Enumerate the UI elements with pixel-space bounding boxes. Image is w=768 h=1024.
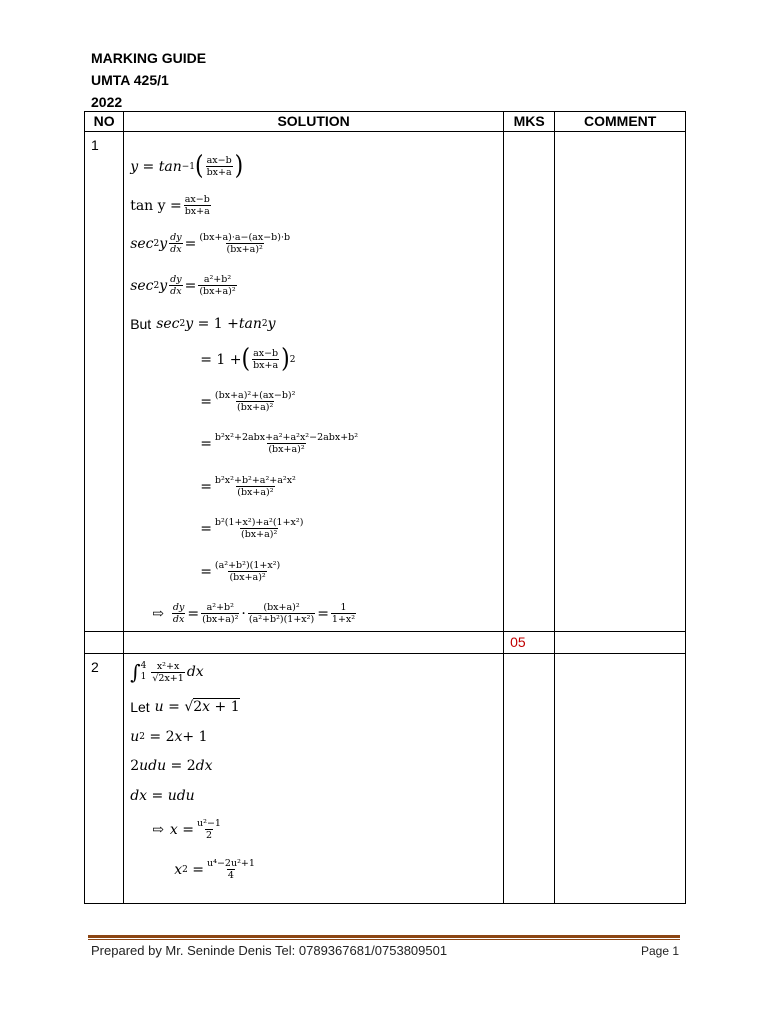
- col-header-solution: SOLUTION: [124, 112, 504, 132]
- page-number: Page 1: [641, 944, 680, 958]
- math-line: sec 2 y $\frac{dy}{dx}$ = $\frac{\text{a²+b²}}{\text{(bx+a)²}}$: [130, 274, 236, 297]
- footer-divider-thin: [88, 939, 680, 940]
- question-number: 1: [85, 132, 124, 632]
- question-number: 2: [85, 654, 124, 904]
- math-line: u 2 = 2 x + 1: [130, 729, 208, 745]
- solution-cell: [124, 654, 504, 904]
- math-line: sec 2 y $\frac{dy}{dx}$ = $\frac{(bx+a)\cdot a-(ax-b)\cdot b}{\text{(bx+a)²}}$: [130, 232, 291, 255]
- math-line: = $\frac{\text{(a²+b²)(1+x²)}}{\text{(bx+a)²}}$: [200, 560, 281, 583]
- math-line: dx = udu: [130, 788, 195, 804]
- col-header-comment: COMMENT: [555, 112, 686, 132]
- comment-cell: [555, 654, 686, 904]
- footer-prepared-by: Prepared by Mr. Seninde Denis Tel: 0789367681/0753809501: [91, 943, 448, 958]
- table-row: [85, 132, 686, 632]
- math-line: = $\frac{\text{b²x²+2abx+a²+a²x²−2abx+b²}}{\text{(bx+a)²}}$: [200, 432, 359, 455]
- table-row: [85, 632, 686, 654]
- table-header-row: [85, 112, 686, 132]
- math-line: 2 udu = 2 dx: [130, 758, 213, 774]
- math-line: But sec 2 y = 1 + tan 2 y: [130, 316, 276, 332]
- marks-cell: [504, 132, 555, 632]
- implies-arrow-icon: ⇨: [152, 821, 164, 838]
- course-code: UMTA 425/1: [91, 72, 169, 88]
- math-line: Let u = √ 2x + 1: [130, 698, 240, 715]
- math-line: = $\frac{\text{(bx+a)²+(ax−b)²}}{\text{(bx+a)²}}$: [200, 390, 296, 413]
- math-line: = 1 + ( $\frac{ax-b}{bx+a}$ ) 2: [200, 343, 296, 374]
- math-line: ∫ 4 1 $\frac{\text{x²+x}}{√2x+1}$ dx: [130, 660, 204, 684]
- year: 2022: [91, 94, 123, 110]
- math-line: ⇨ $\frac{dy}{dx}$ = $\frac{\text{a²+b²}}{\text{(bx+a)²}}$ · $\frac{\text{(bx+a)²}}{\text{(a²+b²)(1+x²)}}$ = $\frac{1}{\text{1+x²}}$: [152, 602, 356, 625]
- math-line: ⇨ x = $\frac{\text{u²−1}}{2}$: [152, 818, 221, 841]
- math-line: = $\frac{\text{b²x²+b²+a²+a²x²}}{\text{(bx+a)²}}$: [200, 475, 296, 498]
- math-line: x 2 = $\frac{\text{u⁴−2u²+1}}{4}$: [174, 858, 255, 881]
- math-line: tan y = $\frac{ax-b}{bx+a}$: [130, 194, 210, 217]
- total-marks: 05: [504, 632, 555, 654]
- solution-cell: [124, 132, 504, 632]
- col-header-no: NO: [85, 112, 124, 132]
- marks-cell: [504, 654, 555, 904]
- implies-arrow-icon: ⇨: [152, 605, 164, 622]
- table-row: [85, 654, 686, 904]
- comment-cell: [555, 132, 686, 632]
- math-line: = $\frac{\text{b²(1+x²)+a²(1+x²)}}{\text{(bx+a)²}}$: [200, 517, 304, 540]
- math-line: y = tan −1 ( $\frac{ax-b}{bx+a}$ ): [130, 150, 244, 181]
- marking-table: [84, 111, 686, 904]
- col-header-mks: MKS: [504, 112, 555, 132]
- footer-divider: [88, 935, 680, 938]
- doc-title: MARKING GUIDE: [91, 50, 207, 66]
